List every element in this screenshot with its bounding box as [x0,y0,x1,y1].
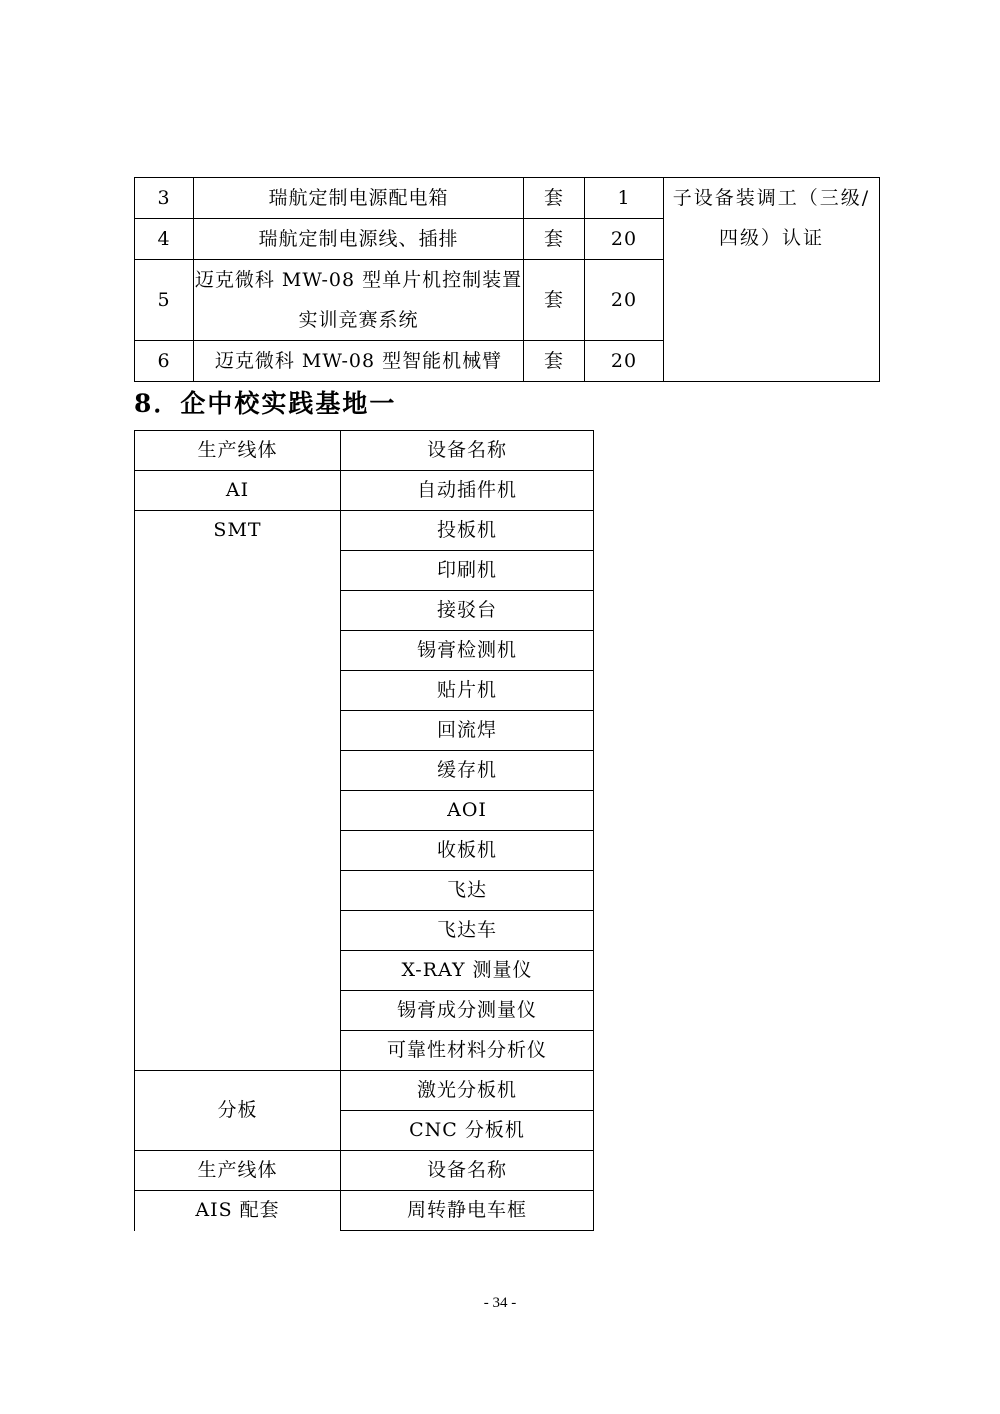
equipment-name: 瑞航定制电源线、插排 [194,219,524,260]
quantity: 20 [585,219,664,260]
production-line-split: 分板 [135,1071,341,1151]
production-line-ai: AI [135,471,341,511]
header-production-line: 生产线体 [135,1151,341,1191]
table-row [135,1191,594,1231]
equipment-name [194,260,524,341]
equipment-name: 飞达 [341,871,594,911]
row-number: 4 [135,219,194,260]
equipment-name: 锡膏成分测量仪 [341,991,594,1031]
equipment-name: 收板机 [341,831,594,871]
row-number: 5 [135,260,194,341]
table-row [135,511,594,551]
section-title: 8．企中校实践基地一 [134,389,397,418]
row-number: 3 [135,178,194,219]
equipment-name: 迈克微科 MW-08 型智能机械臂 [194,341,524,382]
table-header-row [135,431,594,471]
equipment-name: AOI [341,791,594,831]
equipment-name: 印刷机 [341,551,594,591]
header-equipment-name: 设备名称 [341,1151,594,1191]
unit: 套 [524,341,585,382]
equipment-name: 可靠性材料分析仪 [341,1031,594,1071]
equipment-name-line-2: 实训竞赛系统 [298,309,419,331]
table-header-row [135,1151,594,1191]
table-row [135,1071,594,1111]
quantity: 20 [585,341,664,382]
equipment-name: 自动插件机 [341,471,594,511]
header-production-line: 生产线体 [135,431,341,471]
quantity: 20 [585,260,664,341]
unit: 套 [524,178,585,219]
equipment-name: 飞达车 [341,911,594,951]
equipment-name-line-1: 迈克微科 MW-08 型单片机控制装置 [194,269,523,291]
certification-line-1: 子设备装调工（三级/ [672,187,871,209]
table-row [135,471,594,511]
equipment-name: 瑞航定制电源配电箱 [194,178,524,219]
equipment-name: 缓存机 [341,751,594,791]
equipment-name: 回流焊 [341,711,594,751]
certification-line-2: 四级）认证 [718,227,824,249]
equipment-table [134,177,880,382]
row-number: 6 [135,341,194,382]
equipment-name: 锡膏检测机 [341,631,594,671]
unit: 套 [524,260,585,341]
quantity: 1 [585,178,664,219]
unit: 套 [524,219,585,260]
production-line-smt: SMT [135,511,341,1071]
table-row [135,178,880,219]
header-equipment-name: 设备名称 [341,431,594,471]
equipment-name: 投板机 [341,511,594,551]
equipment-name: 周转静电车框 [341,1191,594,1231]
equipment-name: X-RAY 测量仪 [341,951,594,991]
equipment-name: 激光分板机 [341,1071,594,1111]
practice-base-table [134,430,594,1231]
page-number: - 34 - [483,1295,517,1311]
certification-cell [664,178,880,382]
production-line-ais: AIS 配套 [135,1191,341,1231]
equipment-name: 贴片机 [341,671,594,711]
equipment-name: CNC 分板机 [341,1111,594,1151]
equipment-name: 接驳台 [341,591,594,631]
